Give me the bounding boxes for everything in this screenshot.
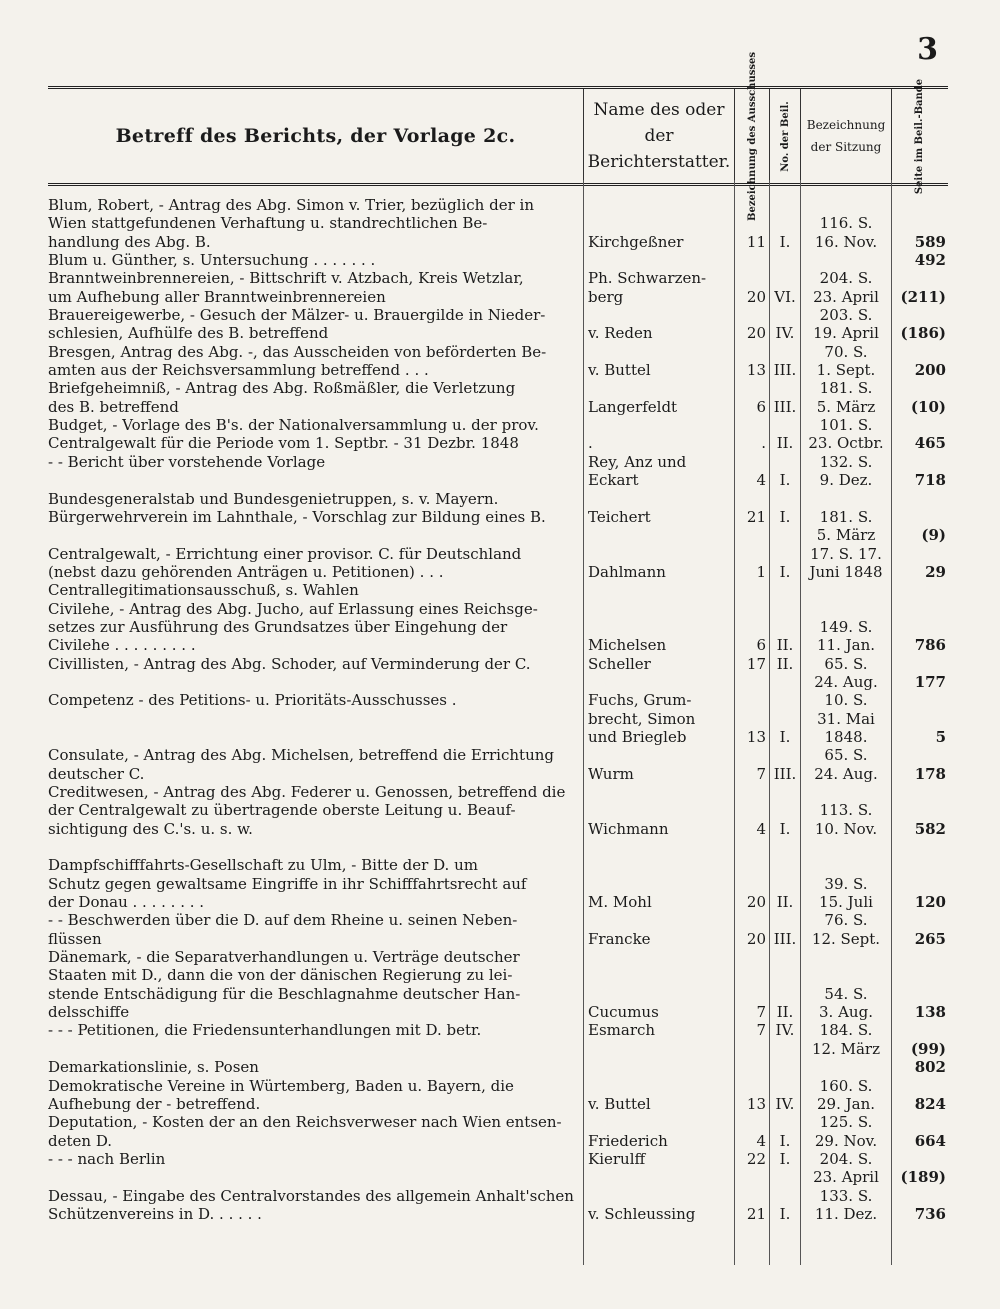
- entry-supplement: VI.: [774, 287, 796, 306]
- table-row: [48, 820, 948, 838]
- table-row: [48, 673, 948, 691]
- entry-subject: Blum u. Günther, s. Untersuchung . . . . . . .: [48, 251, 376, 270]
- table-row: [48, 490, 948, 508]
- entry-supplement: II.: [776, 893, 794, 912]
- table-row: [48, 783, 948, 801]
- entry-session: 65. S.: [824, 654, 868, 673]
- table-row: [48, 379, 948, 397]
- entry-supplement: I.: [779, 562, 791, 581]
- entry-subject: Aufhebung der - betreffend.: [48, 1094, 261, 1113]
- entry-committee: .: [761, 434, 766, 453]
- entry-subject: Civilehe, - Antrag des Abg. Jucho, auf Erlassung eines Reichsge-: [48, 599, 538, 618]
- table-row: [48, 1077, 948, 1095]
- entry-reporter: Teichert: [588, 507, 651, 526]
- entry-session: Juni 1848: [809, 562, 883, 581]
- entry-session: 9. Dez.: [819, 471, 873, 490]
- entry-page: (211): [900, 287, 946, 306]
- entry-subject: Demarkationslinie, s. Posen: [48, 1058, 259, 1077]
- table-row: [48, 416, 948, 434]
- entry-reporter: M. Mohl: [588, 893, 652, 912]
- entry-supplement: I.: [779, 819, 791, 838]
- entry-session: 39. S.: [824, 874, 868, 893]
- entry-reporter: Dahlmann: [588, 562, 666, 581]
- entry-page: 177: [914, 672, 946, 691]
- entry-supplement: III.: [773, 929, 797, 948]
- entry-session: 11. Dez.: [814, 1204, 878, 1223]
- header-supplement: No. der Beil.: [779, 100, 791, 172]
- entry-page: (186): [900, 324, 946, 343]
- entry-reporter: Fuchs, Grum-: [588, 691, 692, 710]
- entry-session: 24. Aug.: [814, 672, 878, 691]
- entry-reporter: Francke: [588, 929, 651, 948]
- entry-supplement: II.: [776, 654, 794, 673]
- table-row: [48, 893, 948, 911]
- entry-page: 664: [914, 1131, 946, 1150]
- entry-subject: Centralgewalt für die Periode vom 1. Septbr. - 31 Dezbr. 1848: [48, 434, 519, 453]
- entry-committee: 20: [746, 893, 766, 912]
- table-row: [48, 746, 948, 764]
- table-row: [48, 875, 948, 893]
- table-row: [48, 1150, 948, 1168]
- entry-reporter: Eckart: [588, 471, 639, 490]
- entry-subject: Bürgerwehrverein im Lahnthale, - Vorschlag zur Bildung eines B.: [48, 507, 546, 526]
- entry-page: 29: [925, 562, 946, 581]
- entry-subject: handlung des Abg. B.: [48, 232, 211, 251]
- entry-reporter: Kirchgeßner: [588, 232, 684, 251]
- header-subject: Betreff des Berichts, der Vorlage 2c.: [115, 125, 516, 147]
- entry-subject: Staaten mit D., dann die von der dänischen Regierung zu lei-: [48, 966, 513, 985]
- table-row: [48, 1040, 948, 1058]
- entry-committee: 6: [756, 636, 766, 655]
- entry-session: 31. Mai: [817, 709, 875, 728]
- entry-supplement: III.: [773, 397, 797, 416]
- table-row: [48, 398, 948, 416]
- entry-page: (9): [921, 526, 946, 545]
- header-session: Bezeichnung der Sitzung: [806, 118, 886, 154]
- entry-subject: schlesien, Aufhülfe des B. betreffend: [48, 324, 329, 343]
- table-row: [48, 728, 948, 746]
- table-row: [48, 581, 948, 599]
- entry-session: 10. Nov.: [814, 819, 878, 838]
- entry-session: 125. S.: [819, 1113, 873, 1132]
- entry-session: 5. März: [816, 526, 876, 545]
- entry-session: 10. S.: [824, 691, 868, 710]
- entry-session: 70. S.: [824, 342, 868, 361]
- entry-session: 204. S.: [819, 1149, 873, 1168]
- entry-reporter: Langerfeldt: [588, 397, 678, 416]
- entry-committee: 7: [756, 1003, 766, 1022]
- entry-subject: sichtigung des C.'s. u. s. w.: [48, 819, 253, 838]
- entry-session: 17. S. 17.: [810, 544, 882, 563]
- entry-session: 12. Sept.: [811, 929, 881, 948]
- entry-committee: 20: [746, 929, 766, 948]
- table-row: [48, 618, 948, 636]
- entry-supplement: I.: [779, 1204, 791, 1223]
- table-row: [48, 1113, 948, 1131]
- entry-page: (189): [900, 1168, 946, 1187]
- entry-session: 204. S.: [819, 269, 873, 288]
- entry-reporter: Scheller: [588, 654, 651, 673]
- entry-reporter: Rey, Anz und: [588, 452, 687, 471]
- table-row: [48, 1003, 948, 1021]
- entry-reporter: Friederich: [588, 1131, 668, 1150]
- table-row: [48, 710, 948, 728]
- entry-page: 492: [914, 251, 946, 270]
- table-row: [48, 636, 948, 654]
- entry-subject: Centrallegitimationsausschuß, s. Wahlen: [48, 581, 359, 600]
- entry-subject: - - - Petitionen, die Friedensunterhandlungen mit D. betr.: [48, 1021, 482, 1040]
- entry-committee: 17: [746, 654, 766, 673]
- table-row: [48, 600, 948, 618]
- entry-session: 203. S.: [819, 306, 873, 325]
- entry-session: 5. März: [816, 397, 876, 416]
- entry-subject: Consulate, - Antrag des Abg. Michelsen, betreffend die Errichtung: [48, 746, 554, 765]
- table-row: [48, 856, 948, 874]
- entry-committee: 21: [746, 1204, 766, 1223]
- entry-committee: 20: [746, 324, 766, 343]
- header-reporter: Name des oder der Berichterstatter.: [587, 100, 731, 172]
- entry-reporter: Wichmann: [588, 819, 669, 838]
- entry-subject: Brauereigewerbe, - Gesuch der Mälzer- u. Brauergilde in Nieder-: [48, 306, 546, 325]
- entry-subject: - - Beschwerden über die D. auf dem Rheine u. seinen Neben-: [48, 911, 518, 930]
- entry-session: 113. S.: [819, 801, 873, 820]
- table-row: [48, 233, 948, 251]
- table-row: [48, 948, 948, 966]
- entry-session: 1. Sept.: [816, 361, 876, 380]
- entry-page: 265: [914, 929, 946, 948]
- entry-reporter: Wurm: [588, 764, 634, 783]
- entry-subject: Bresgen, Antrag des Abg. -, das Ausscheiden von beförderten Be-: [48, 342, 547, 361]
- entry-subject: Bundesgeneralstab und Bundesgenietruppen, s. v. Mayern.: [48, 489, 499, 508]
- entry-subject: Blum, Robert, - Antrag des Abg. Simon v. Trier, bezüglich der in: [48, 196, 534, 214]
- entry-reporter: Michelsen: [588, 636, 667, 655]
- entry-subject: Civillisten, - Antrag des Abg. Schoder, auf Verminderung der C.: [48, 654, 531, 673]
- entry-reporter: Ph. Schwarzen-: [588, 269, 707, 288]
- entry-session: 101. S.: [819, 416, 873, 435]
- entry-committee: 1: [756, 562, 766, 581]
- entry-committee: 22: [746, 1149, 766, 1168]
- table-row: [48, 196, 948, 214]
- entry-page: 200: [914, 361, 946, 380]
- entry-session: 29. Nov.: [814, 1131, 878, 1150]
- entry-committee: 13: [746, 361, 766, 380]
- entry-subject: Budget, - Vorlage des B's. der Nationalversammlung u. der prov.: [48, 416, 539, 435]
- entry-session: 11. Jan.: [816, 636, 875, 655]
- entry-subject: setzes zur Ausführung des Grundsatzes über Eingehung der: [48, 617, 508, 636]
- entry-committee: 4: [756, 471, 766, 490]
- table-row: [48, 269, 948, 287]
- entry-page: (10): [910, 397, 946, 416]
- table-row: [48, 508, 948, 526]
- entry-page: 786: [914, 636, 946, 655]
- table-row: [48, 214, 948, 232]
- entry-session: 149. S.: [819, 617, 873, 636]
- entry-session: 184. S.: [819, 1021, 873, 1040]
- entry-session: 15. Juli: [819, 893, 873, 912]
- entry-subject: Schützenvereins in D. . . . . .: [48, 1204, 262, 1223]
- entry-supplement: I.: [779, 727, 791, 746]
- entry-subject: Centralgewalt, - Errichtung einer provisor. C. für Deutschland: [48, 544, 522, 563]
- entry-session: 29. Jan.: [816, 1094, 875, 1113]
- entry-page: 589: [914, 232, 946, 251]
- entry-session: 132. S.: [819, 452, 873, 471]
- entry-reporter: v. Buttel: [588, 1094, 651, 1113]
- table-row: [48, 655, 948, 673]
- header-committee: Bezeichnung des Ausschusses: [746, 51, 758, 221]
- entry-committee: 20: [746, 287, 766, 306]
- entry-subject: - - Bericht über vorstehende Vorlage: [48, 452, 326, 471]
- table-row: [48, 545, 948, 563]
- table-row: [48, 985, 948, 1003]
- table-row: [48, 288, 948, 306]
- entry-supplement: I.: [779, 1149, 791, 1168]
- entry-supplement: I.: [779, 471, 791, 490]
- entry-supplement: IV.: [775, 1094, 795, 1113]
- entry-subject: um Aufhebung aller Branntweinbrennereien: [48, 287, 386, 306]
- entry-committee: 6: [756, 397, 766, 416]
- entry-page: 5: [935, 727, 946, 746]
- index-table: [48, 196, 948, 1223]
- table-row: [48, 765, 948, 783]
- entry-subject: Dampfschifffahrts-Gesellschaft zu Ulm, - Bitte der D. um: [48, 856, 478, 875]
- entry-subject: deutscher C.: [48, 764, 145, 783]
- entry-reporter: brecht, Simon: [588, 709, 696, 728]
- entry-page: 736: [914, 1204, 946, 1223]
- entry-supplement: I.: [779, 1131, 791, 1150]
- table-row: [48, 838, 948, 856]
- table-row: [48, 691, 948, 709]
- table-row: [48, 1205, 948, 1223]
- table-row: [48, 434, 948, 452]
- entry-subject: Dessau, - Eingabe des Centralvorstandes des allgemein Anhalt'schen: [48, 1186, 574, 1205]
- table-row: [48, 526, 948, 544]
- entry-subject: des B. betreffend: [48, 397, 179, 416]
- table-row: [48, 251, 948, 269]
- entry-session: 23. Octbr.: [808, 434, 884, 453]
- entry-supplement: IV.: [775, 1021, 795, 1040]
- entry-subject: Briefgeheimniß, - Antrag des Abg. Roßmäßler, die Verletzung: [48, 379, 516, 398]
- entry-session: 23. April: [813, 1168, 879, 1187]
- entry-session: 23. April: [813, 287, 879, 306]
- entry-subject: Deputation, - Kosten der an den Reichsverweser nach Wien entsen-: [48, 1113, 562, 1132]
- entry-subject: (nebst dazu gehörenden Anträgen u. Petitionen) . . .: [48, 562, 444, 581]
- entry-subject: Competenz - des Petitions- u. Prioritäts-Ausschusses .: [48, 691, 457, 710]
- entry-session: 54. S.: [824, 984, 868, 1003]
- entry-supplement: II.: [776, 636, 794, 655]
- entry-reporter: und Briegleb: [588, 727, 687, 746]
- entry-committee: 11: [746, 232, 766, 251]
- entry-page: 138: [914, 1003, 946, 1022]
- entry-page: 824: [914, 1094, 946, 1113]
- entry-subject: delsschiffe: [48, 1003, 130, 1022]
- entry-reporter: Kierulff: [588, 1149, 646, 1168]
- table-row: [48, 1132, 948, 1150]
- table-row: [48, 324, 948, 342]
- entry-session: 12. März: [812, 1039, 880, 1058]
- table-row: [48, 453, 948, 471]
- entry-session: 65. S.: [824, 746, 868, 765]
- page-number: 3: [917, 32, 938, 67]
- entry-session: 181. S.: [819, 379, 873, 398]
- entry-page: 120: [914, 893, 946, 912]
- table-row: [48, 1058, 948, 1076]
- entry-subject: flüssen: [48, 929, 102, 948]
- table-row: [48, 471, 948, 489]
- entry-subject: Branntweinbrennereien, - Bittschrift v. Atzbach, Kreis Wetzlar,: [48, 269, 524, 288]
- header-page: Seite im Beil.-Bande: [914, 78, 926, 194]
- table-row: [48, 1168, 948, 1186]
- entry-subject: amten aus der Reichsversammlung betreffend . . .: [48, 361, 429, 380]
- entry-subject: Dänemark, - die Separatverhandlungen u. Verträge deutscher: [48, 948, 520, 967]
- entry-reporter: Esmarch: [588, 1021, 656, 1040]
- entry-session: 160. S.: [819, 1076, 873, 1095]
- entry-supplement: II.: [776, 434, 794, 453]
- entry-session: 133. S.: [819, 1186, 873, 1205]
- entry-reporter: .: [588, 434, 593, 453]
- entry-reporter: v. Buttel: [588, 361, 651, 380]
- entry-subject: Schutz gegen gewaltsame Eingriffe in ihr Schifffahrtsrecht auf: [48, 874, 527, 893]
- entry-subject: - - - nach Berlin: [48, 1149, 166, 1168]
- entry-subject: Civilehe . . . . . . . . .: [48, 636, 196, 655]
- entry-reporter: berg: [588, 287, 624, 306]
- entry-supplement: III.: [773, 764, 797, 783]
- entry-session: 1848.: [824, 727, 868, 746]
- entry-reporter: v. Reden: [588, 324, 653, 343]
- table-row: [48, 801, 948, 819]
- entry-subject: Wien stattgefundenen Verhaftung u. standrechtlichen Be-: [48, 214, 488, 233]
- table-row: [48, 343, 948, 361]
- entry-page: 465: [914, 434, 946, 453]
- entry-committee: 7: [756, 1021, 766, 1040]
- entry-committee: 4: [756, 819, 766, 838]
- entry-committee: 7: [756, 764, 766, 783]
- table-row: [48, 563, 948, 581]
- table-row: [48, 911, 948, 929]
- table-row: [48, 361, 948, 379]
- entry-page: 582: [914, 819, 946, 838]
- entry-reporter: Cucumus: [588, 1003, 659, 1022]
- entry-committee: 13: [746, 727, 766, 746]
- entry-committee: 13: [746, 1094, 766, 1113]
- entry-session: 24. Aug.: [814, 764, 878, 783]
- entry-session: 116. S.: [819, 214, 873, 233]
- entry-page: 178: [914, 764, 946, 783]
- entry-supplement: I.: [779, 507, 791, 526]
- entry-session: 3. Aug.: [819, 1003, 873, 1022]
- entry-session: 19. April: [813, 324, 879, 343]
- entry-subject: der Donau . . . . . . . .: [48, 893, 205, 912]
- entry-committee: 21: [746, 507, 766, 526]
- table-row: [48, 1095, 948, 1113]
- entry-subject: der Centralgewalt zu übertragende oberste Leitung u. Beauf-: [48, 801, 516, 820]
- entry-reporter: v. Schleussing: [588, 1204, 696, 1223]
- table-row: [48, 1187, 948, 1205]
- entry-supplement: IV.: [775, 324, 795, 343]
- entry-page: (99): [910, 1039, 946, 1058]
- entry-session: 76. S.: [824, 911, 868, 930]
- entry-page: 718: [914, 471, 946, 490]
- entry-subject: stende Entschädigung für die Beschlagnahme deutscher Han-: [48, 984, 521, 1003]
- entry-subject: Creditwesen, - Antrag des Abg. Federer u. Genossen, betreffend die: [48, 783, 566, 801]
- entry-session: 181. S.: [819, 507, 873, 526]
- entry-supplement: II.: [776, 1003, 794, 1022]
- table-row: [48, 306, 948, 324]
- table-row: [48, 930, 948, 948]
- entry-page: 802: [914, 1058, 946, 1077]
- table-row: [48, 966, 948, 984]
- entry-subject: Demokratische Vereine in Würtemberg, Baden u. Bayern, die: [48, 1076, 514, 1095]
- entry-supplement: I.: [779, 232, 791, 251]
- table-row: [48, 1021, 948, 1039]
- entry-committee: 4: [756, 1131, 766, 1150]
- entry-session: 16. Nov.: [814, 232, 878, 251]
- entry-subject: deten D.: [48, 1131, 113, 1150]
- entry-supplement: III.: [773, 361, 797, 380]
